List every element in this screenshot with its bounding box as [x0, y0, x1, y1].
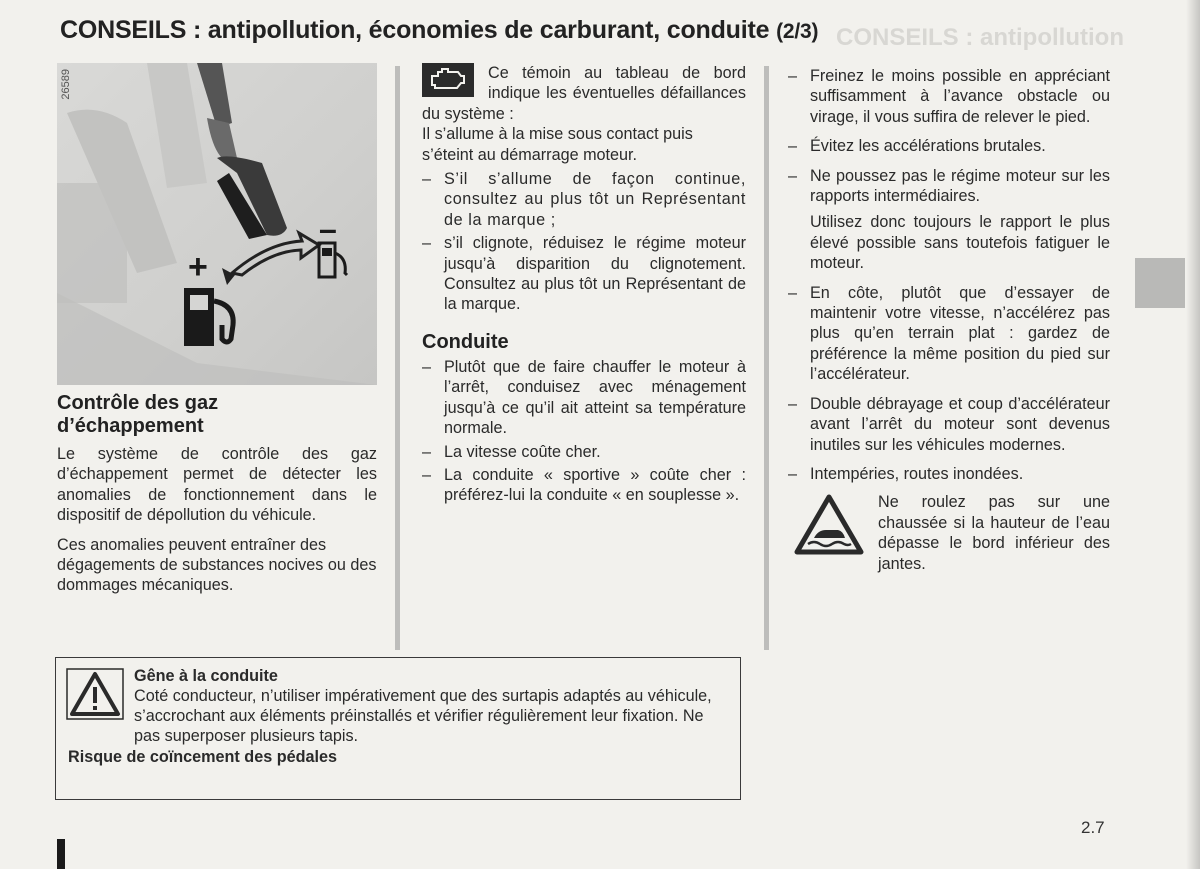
chapter-tab-marker [1135, 258, 1185, 308]
list-item: – Évitez les accélérations brutales. [788, 136, 1110, 156]
page-title-part: (2/3) [776, 20, 819, 43]
exhaust-paragraph-1: Le système de contrôle des gaz d’échappement permet de détecter les anomalies de fonctionnement dans le dispositif de dépollution du véhicule. [57, 445, 377, 525]
page-number: 2.7 [1081, 818, 1105, 837]
list-item: – Intempéries, routes inondées. [788, 464, 1110, 484]
list-item: – Double débrayage et coup d’accélérateur avant l’arrêt du moteur sont devenus inutiles sur les véhicules modernes. [788, 394, 1110, 455]
figure-reference: 26589 [60, 69, 72, 100]
gear-note: Utilisez donc toujours le rapport le plus élevé possible sans toutefois fatiguer le moteur. [810, 213, 1110, 273]
show-through-title: CONSEILS : antipollution [836, 24, 1124, 51]
list-item: – Freinez le moins possible en appréciant suffisamment à l’avance obstacle ou virage, il vous suffira de relever le pied. [788, 66, 1110, 127]
section-heading-conduite: Conduite [422, 330, 509, 353]
exhaust-control-section [57, 392, 377, 605]
driving-tips-section [788, 66, 1110, 574]
driving-tips-list [788, 66, 1110, 206]
driving-tips-list-2 [788, 283, 1110, 485]
page-edge-shadow [1186, 0, 1200, 869]
fuel-pump-icon [184, 288, 233, 346]
column-divider [395, 66, 400, 650]
minus-sign: – [319, 211, 337, 247]
fuel-pump-small-icon [319, 243, 347, 277]
column-divider [764, 66, 769, 650]
warning-light-intro-2: Il s’allume à la mise sous contact puis s’éteint au démarrage moteur. [422, 125, 693, 164]
pedal-icon [197, 63, 232, 128]
list-item: – La conduite « sportive » coûte cher : préférez-lui la conduite « en souplesse ». [422, 465, 746, 506]
list-item: – La vitesse coûte cher. [422, 442, 746, 462]
exhaust-paragraph-2: Ces anomalies peuvent entraîner des dégagements de substances nocives ou des dommages mécaniques. [57, 535, 377, 595]
page-corner-mark [57, 839, 65, 869]
pedal-warning-box [55, 657, 741, 800]
list-item: – Ne poussez pas le régime moteur sur les rapports intermédiaires. [788, 166, 1110, 207]
page-title [60, 16, 818, 45]
warning-box-body: Coté conducteur, n’utiliser impérativement que des surtapis adaptés au véhicule, s’accrochant aux éléments préinstallés et vérifier régulièrement leur fixation. Ne pas superposer plusieurs tapis. [134, 687, 712, 745]
list-item: – S’il s’allume de façon continue, consultez au plus tôt un Représentant de la marque ; [422, 169, 746, 230]
pedal-illustration [57, 63, 377, 385]
list-item: – En côte, plutôt que d’essayer de maintenir votre vitesse, n’accélérez pas plus qu’en terrain plat : gardez de préférence la même position du pied sur l’accélérateur. [788, 283, 1110, 385]
warning-light-intro: Ce témoin au tableau de bord indique les éventuelles défaillances du système : [422, 64, 746, 123]
warning-box-heading: Gêne à la conduite [134, 667, 278, 685]
flood-warning-text: Ne roulez pas sur une chaussée si la hauteur de l’eau dépasse le bord inférieur des jantes. [878, 493, 1110, 573]
list-item: – s’il clignote, réduisez le régime moteur jusqu’à disparition du clignotement. Consultez au plus tôt un Représentant de la marque. [422, 233, 746, 315]
engine-warning-light-icon [422, 63, 474, 97]
flood-warning [788, 492, 1110, 574]
plus-sign: + [188, 248, 208, 286]
warning-light-section [422, 63, 746, 509]
warning-box-footer: Risque de coïncement des pédales [68, 748, 337, 766]
flooded-road-warning-icon [794, 494, 864, 556]
list-item: – Plutôt que de faire chauffer le moteur à l’arrêt, conduisez avec ménagement jusqu’à ce qu’il ait atteint sa température normale. [422, 357, 746, 439]
page-title-text: CONSEILS : antipollution, économies de carburant, conduite [60, 16, 770, 44]
conduite-list [422, 357, 746, 506]
section-heading-exhaust: Contrôle des gaz d’échappement [57, 392, 219, 437]
warning-triangle-icon [66, 668, 124, 720]
arrow-icon [232, 233, 319, 275]
warning-light-list [422, 169, 746, 315]
